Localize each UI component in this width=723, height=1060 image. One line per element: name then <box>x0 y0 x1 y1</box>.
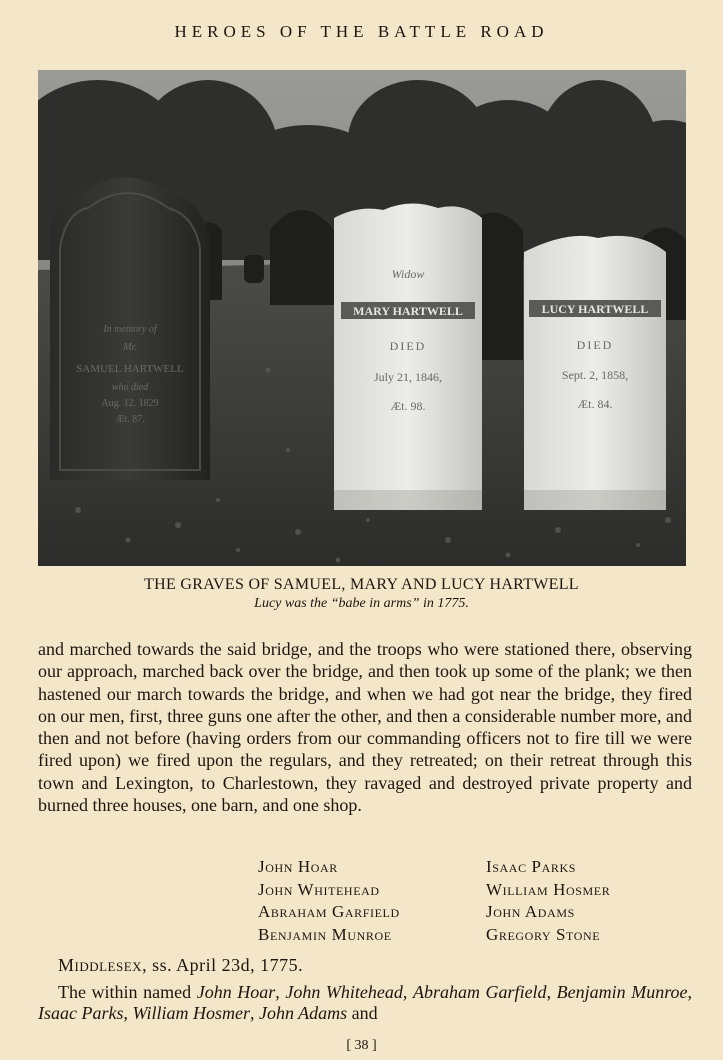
lucy-line-1: LUCY HARTWELL <box>541 302 649 316</box>
signature-name: John Adams <box>486 902 575 921</box>
dateline-rest: , ss. April 23d, 1775. <box>142 955 304 975</box>
mary-line-2: MARY HARTWELL <box>353 304 463 318</box>
mary-line-1: Widow <box>391 267 425 281</box>
samuel-line-5: Aug. 12. 1829 <box>101 398 159 409</box>
para2-text: , <box>546 982 557 1002</box>
running-head: HEROES OF THE BATTLE ROAD <box>174 22 549 41</box>
dateline-county: Middlesex <box>58 955 143 975</box>
para2-name: Benjamin Munroe <box>556 982 688 1002</box>
signature-name: Isaac Parks <box>486 857 576 876</box>
para2-text: , <box>275 982 286 1002</box>
samuel-line-2: Mr. <box>123 342 137 353</box>
samuel-line-6: Æt. 87. <box>115 414 145 425</box>
para2-name: John Hoar <box>196 982 276 1002</box>
lucy-line-4: Æt. 84. <box>577 397 613 411</box>
para2-text: , <box>250 1003 259 1023</box>
para2-text: , <box>687 982 693 1002</box>
mary-line-4: July 21, 1846, <box>373 370 443 384</box>
signatures-right-column <box>486 856 610 946</box>
para2-text: , <box>123 1003 133 1023</box>
signature-name: Gregory Stone <box>486 924 601 944</box>
samuel-line-4: who died <box>111 382 149 393</box>
page-number: [ 38 ] <box>346 1038 377 1053</box>
signature-name: John Hoar <box>258 857 338 876</box>
signatures-left-column <box>258 856 400 946</box>
dateline <box>58 955 303 976</box>
para2-text: , <box>402 982 413 1002</box>
headstone-samuel <box>50 178 210 481</box>
signature-name: Benjamin Munroe <box>258 924 392 944</box>
lucy-line-2: DIED <box>576 338 614 352</box>
para2-text: The within named <box>58 982 197 1002</box>
headstone-mary <box>334 203 482 510</box>
body-paragraph: and marched towards the said bridge, and the troops who were stationed there, observing our approach, marched back over the bridge, and then took up some of the plank; we then hastened our march towards the bridge, and when we had got near the bridge, they fired on our men, first, three guns one after the other, and then a considerable number more, and then and not before (having orders from our commanding officers not to fire till we were fired upon) we fired upon the regulars, and they retreated; on their retreat through this town and Lexington, to Charlestown, they ravaged and destroyed private property and burned three houses, one barn, and one shop. <box>38 639 692 816</box>
para2-name: William Hosmer <box>132 1003 250 1023</box>
second-paragraph <box>38 982 692 1024</box>
photo-caption <box>0 576 723 612</box>
mary-line-3: DIED <box>389 339 427 353</box>
signature-name: Abraham Garfield <box>258 902 400 921</box>
headstone-lucy <box>524 236 666 510</box>
para2-name: Isaac Parks <box>38 1003 124 1023</box>
para2-name: John Whitehead <box>285 982 403 1002</box>
photograph <box>38 70 686 566</box>
samuel-line-1: In memory of <box>103 324 157 335</box>
lucy-line-3: Sept. 2, 1858, <box>561 368 629 382</box>
signature-name: John Whitehead <box>258 879 380 899</box>
mary-line-5: Æt. 98. <box>390 399 426 413</box>
signature-name: William Hosmer <box>486 879 611 899</box>
para2-name: John Adams <box>259 1003 348 1023</box>
para2-name: Abraham Garfield <box>412 982 547 1002</box>
caption-title: THE GRAVES OF SAMUEL, MARY AND LUCY HARTWELL <box>144 576 579 593</box>
caption-subtitle: Lucy was the “babe in arms” in 1775. <box>254 596 469 611</box>
samuel-line-3: SAMUEL HARTWELL <box>76 363 184 375</box>
para2-text: and <box>347 1003 378 1023</box>
